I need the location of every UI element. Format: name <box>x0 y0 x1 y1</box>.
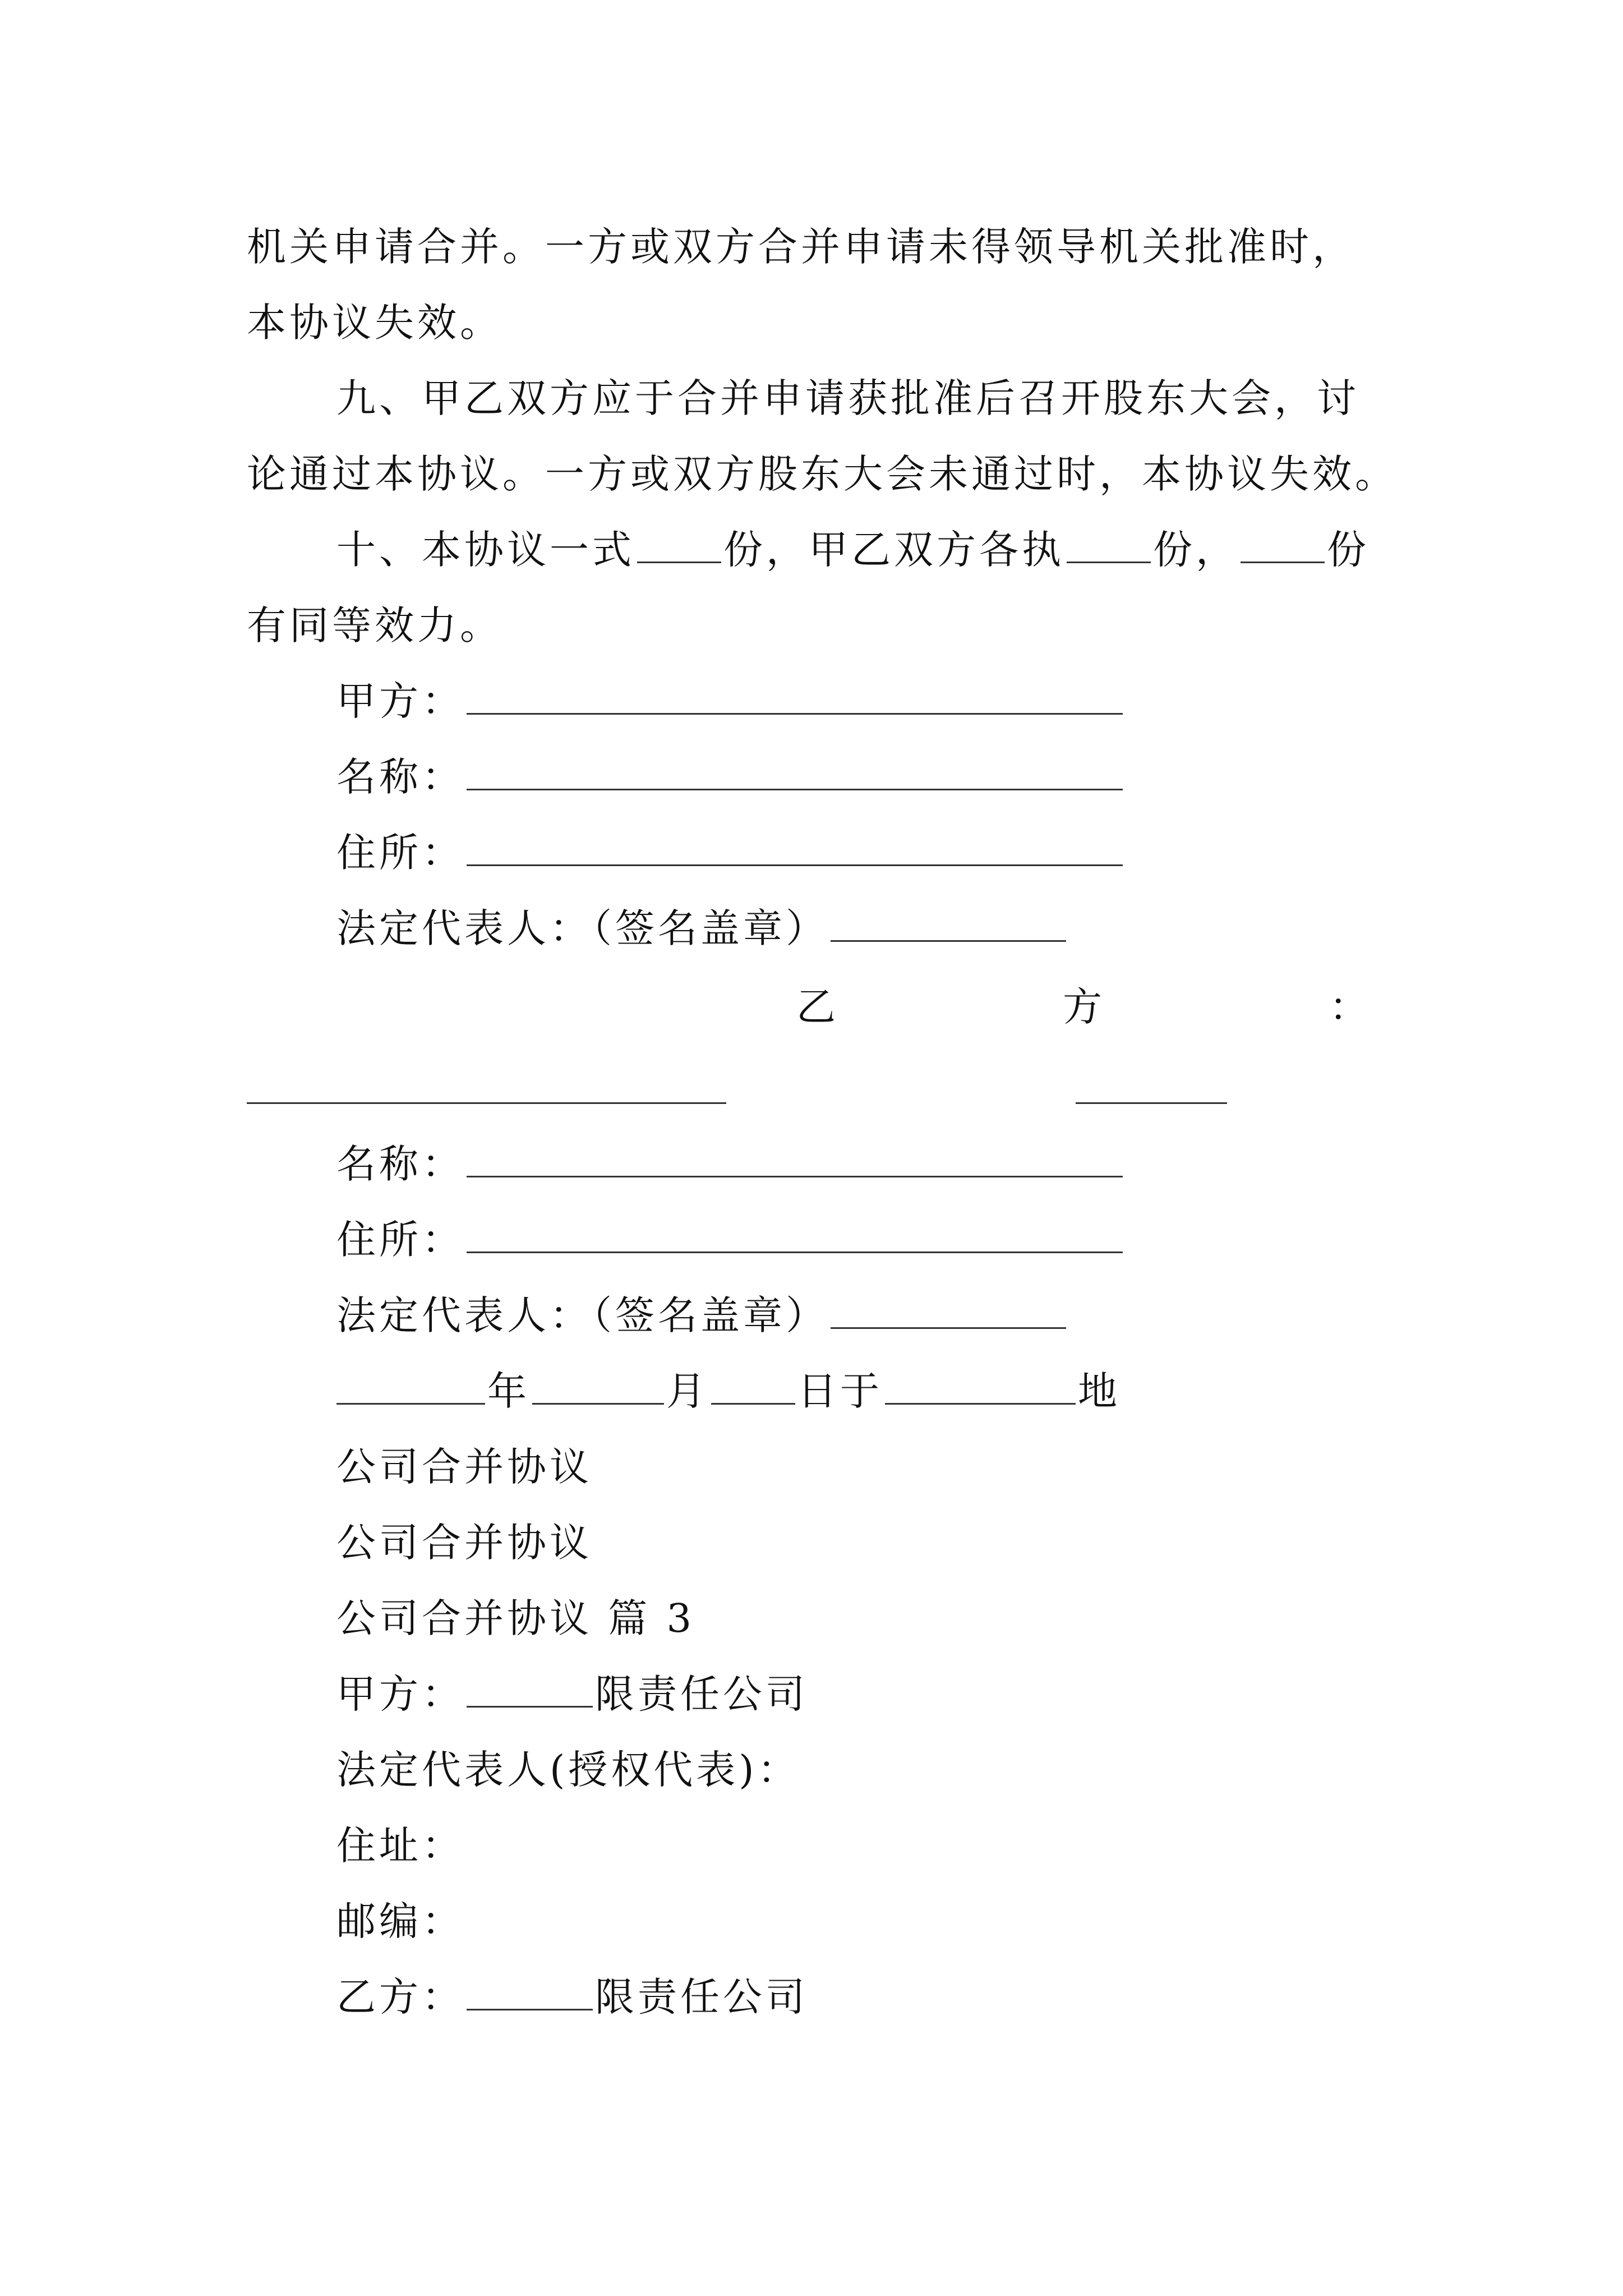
p3-party-b-suffix: 限责任公司 <box>595 1974 808 2020</box>
p3-party-a-suffix: 限责任公司 <box>595 1671 808 1717</box>
party-b-legal-rep-row <box>336 1290 1068 1341</box>
paragraph-10-line-2: 有同等效力。 <box>247 602 502 648</box>
party-b-underline-right <box>1076 1102 1227 1104</box>
paragraph-8-line-2: 本协议失效。 <box>247 300 502 346</box>
p3-party-b-blank <box>467 1974 593 2010</box>
heading-3: 公司合并协议 篇 3 <box>336 1595 695 1641</box>
party-a-name-blank <box>467 754 1123 790</box>
paragraph-8-line-1: 机关申请合并。一方或双方合并申请未得领导机关批准时， <box>247 224 1355 270</box>
party-b-name-blank <box>467 1141 1123 1177</box>
p3-party-b-row <box>336 1972 808 2022</box>
party-b-name-label: 名称： <box>336 1141 464 1187</box>
copies-other-blank <box>1241 527 1325 563</box>
p3-party-a-label: 甲方： <box>336 1671 464 1717</box>
date-row <box>336 1366 1121 1416</box>
paragraph-10-text-b: 份，甲乙双方各执 <box>723 527 1064 573</box>
paragraph-9-line-1: 九、甲乙双方应于合并申请获批准后召开股东大会，讨 <box>336 375 1359 421</box>
party-b-signature-blank <box>831 1292 1066 1329</box>
paragraph-10-text-c: 份， <box>1153 527 1238 573</box>
place-label: 地 <box>1078 1368 1121 1414</box>
party-b-legal-rep-label: 法定代表人：（签名盖章） <box>336 1292 828 1338</box>
party-a-blank <box>467 678 1123 715</box>
heading-1: 公司合并协议 <box>336 1444 592 1490</box>
party-a-label: 甲方： <box>336 678 464 724</box>
paragraph-10-text-a: 十、本协议一式 <box>336 527 635 573</box>
p3-legal-rep: 法定代表人(授权代表)： <box>336 1747 800 1793</box>
party-a-address-blank <box>467 830 1123 866</box>
party-a-name-row <box>336 752 1125 802</box>
p3-party-a-row <box>336 1669 808 1719</box>
party-b-address-label: 住所： <box>336 1217 464 1263</box>
paragraph-10-text-d: 份 <box>1327 527 1370 573</box>
party-b-char-2: 方 <box>1063 984 1102 1030</box>
party-b-name-row <box>336 1139 1125 1189</box>
copies-each-blank <box>1067 527 1151 563</box>
day-label: 日于 <box>797 1368 883 1414</box>
p3-address: 住址： <box>336 1823 464 1869</box>
p3-party-a-blank <box>467 1671 593 1708</box>
party-b-char-1: 乙 <box>796 984 836 1030</box>
party-a-row <box>336 676 1125 726</box>
place-blank <box>885 1368 1076 1405</box>
copies-total-blank <box>637 527 721 563</box>
p3-party-b-label: 乙方： <box>336 1974 464 2020</box>
party-b-colon: ： <box>1329 984 1368 1030</box>
party-a-address-label: 住所： <box>336 830 464 876</box>
month-label: 月 <box>666 1368 709 1414</box>
day-blank <box>711 1368 795 1405</box>
heading-2: 公司合并协议 <box>336 1520 592 1566</box>
party-a-signature-blank <box>831 905 1066 942</box>
party-a-name-label: 名称： <box>336 754 464 800</box>
paragraph-9-line-2: 论通过本协议。一方或双方股东大会未通过时，本协议失效。 <box>247 451 1398 497</box>
paragraph-10-line-1 <box>336 524 1370 575</box>
year-label: 年 <box>487 1368 530 1414</box>
party-a-legal-rep-label: 法定代表人：（签名盖章） <box>336 905 828 951</box>
party-a-address-row <box>336 827 1125 878</box>
year-blank <box>336 1368 485 1405</box>
party-b-underline-left <box>247 1102 726 1104</box>
month-blank <box>532 1368 664 1405</box>
p3-postcode: 邮编： <box>336 1898 464 1944</box>
party-b-address-row <box>336 1214 1125 1265</box>
party-b-address-blank <box>467 1217 1123 1253</box>
party-a-legal-rep-row <box>336 903 1068 954</box>
